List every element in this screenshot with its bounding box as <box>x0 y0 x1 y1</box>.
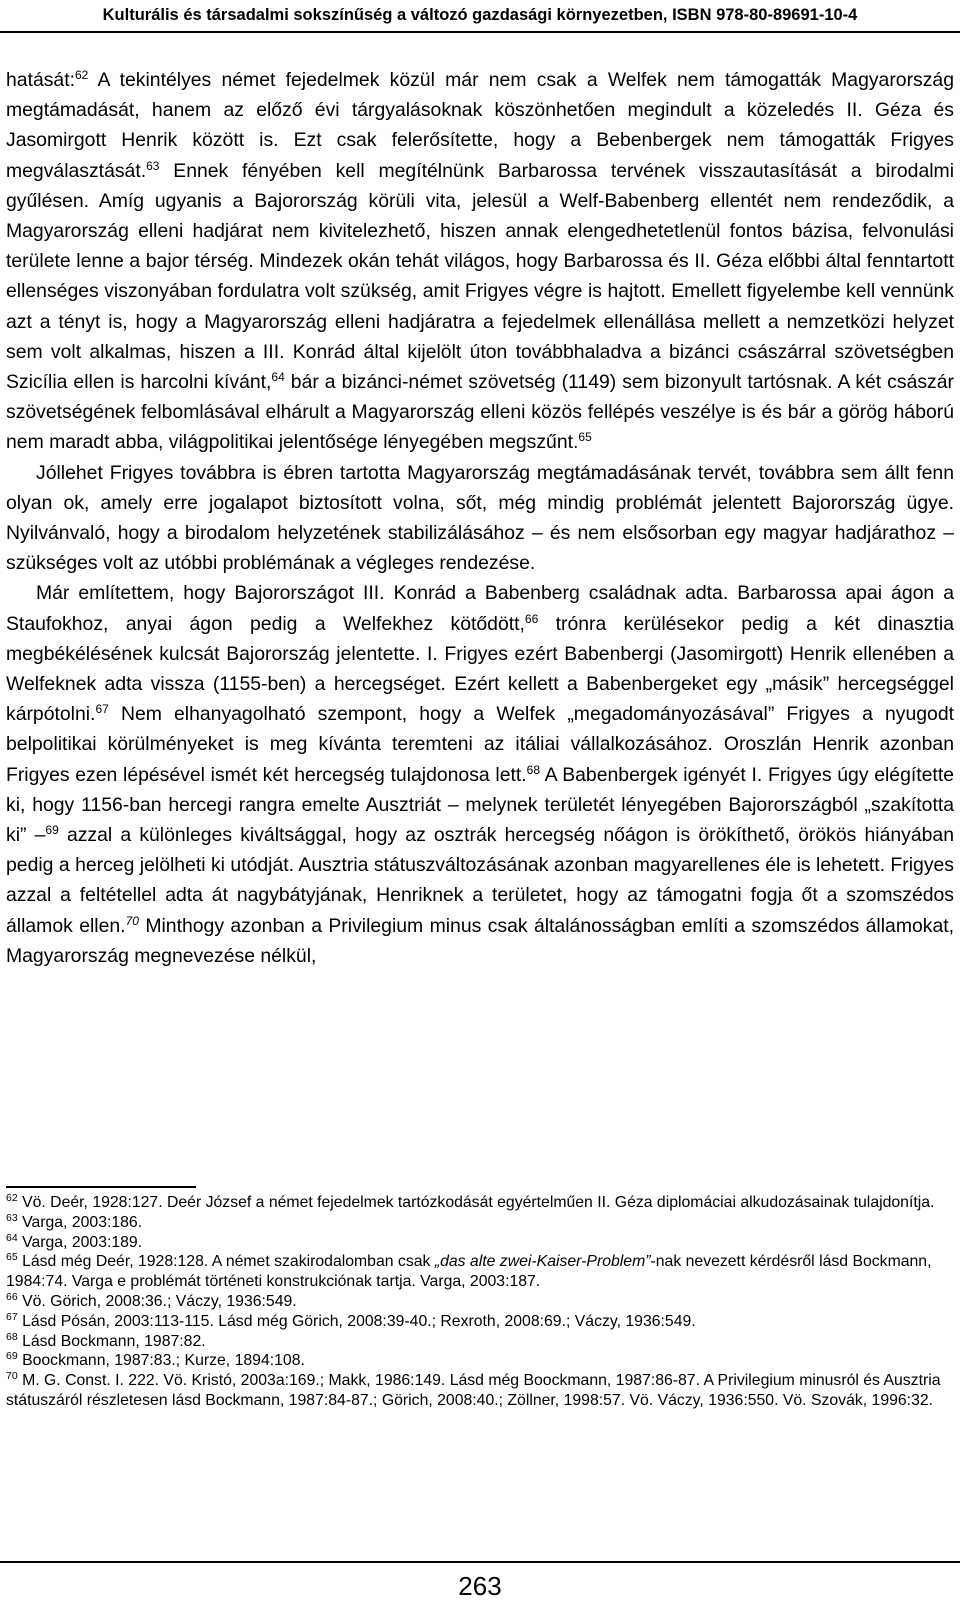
footnote-66: $^{66}$ Vö. Görich, 2008:36.; Váczy, 1936:549. <box>6 1290 297 1310</box>
paragraph-3: Már említettem, hogy Bajorországot III. Konrád a Babenberg családnak adta. Barbarossa apai ágon a Staufokhoz, anyai ágon pedig a Welfekhez kötődött,$^{66}$ trónra kerülésekor pedig a két dinasztia megbékélésének kulcsát Bajorország jelentette. I. Frigyes ezért Babenbergi (Jasomirgott) Henrik ellenében a Welfeknek adta vissza (1155-ben) a hercegséget. Ezért kellett a Babenbergeket egy „másik” hercegséggel kárpótolni.$^{67}$ Nem elhanyagolható szempont, hogy a Welfek „megadományozásával” Frigyes a nyugodt belpolitikai körülményeket is meg kívánta teremteni az itáliai vállalkozásához. Oroszlán Henrik azonban Frigyes ezen lépésével ismét két hercegség tulajdonosa lett.$^{68}$ A Babenbergek igényét I. Frigyes úgy elégítette ki, hogy 1156-ban hercegi rangra emelte Ausztriát – melynek területét lényegében Bajorországból „szakította ki” –$^{69}$ azzal a különleges kiváltsággal, hogy az osztrák hercegség nőágon is örökíthető, örökös hiányában pedig a herceg jelölheti ki utódját. Ausztria státuszváltozásának azonban magyarellenes éle is lehetett. Frigyes azzal a feltétellel adta át nagybátyjának, Henriknek a területet, hogy az támogatni fogja őt a szomszédos államok ellen.$^{70}$ Minthogy azonban a Privilegium minus csak általánosságban említi a szomszédos államokat, Magyarország megnevezése nélkül, <box>6 582 955 967</box>
footnote-ref-68[interactable]: 68 <box>526 762 541 777</box>
footnote-ref-63[interactable]: 63 <box>146 158 160 173</box>
header-rule <box>0 31 960 33</box>
footnote-ref-65[interactable]: 65 <box>578 430 592 445</box>
footnote-ref-66[interactable]: 66 <box>524 611 539 626</box>
footnote-ref-62[interactable]: 62 <box>75 68 89 82</box>
footnote-67: $^{67}$ Lásd Pósán, 2003:113-115. Lásd még Görich, 2008:39-40.; Rexroth, 2008:69.; Váczy, 1936:549. <box>6 1310 696 1330</box>
footnote-64: $^{64}$ Varga, 2003:189. <box>6 1231 143 1251</box>
footnote-62: $^{62}$ Vö. Deér, 1928:127. Deér József a német fejedelmek tartózkodását egyértelműen II. Géza diplomáciai alkudozásainak tulajdonítja. <box>6 1192 935 1211</box>
footnote-ref-67[interactable]: 67 <box>95 702 109 717</box>
footnote-ref-64[interactable]: 64 <box>271 370 285 385</box>
footnotes <box>6 1193 946 1411</box>
running-title: Kulturális és társadalmi sokszínűség a változó gazdasági környezetben, ISBN 978-80-89691-10-4 <box>102 6 858 24</box>
paragraph-2: Jóllehet Frigyes továbbra is ébren tartotta Magyarország megtámadásának tervét, továbbra sem állt fenn olyan ok, amely erre jogalapot biztosított volna, sőt, még mindig problémát jelentett Bajorország ügye. Nyilvánvaló, hogy a birodalom helyzetének stabilizálásához – és nem elsősorban egy magyar hadjárathoz – szükséges volt az utóbbi problémának a végleges rendezése. <box>6 461 954 575</box>
footnote-separator <box>6 1186 196 1188</box>
footnote-65: $^{65}$ Lásd még Deér, 1928:128. A német szakirodalomban csak „das alte zwei-Kaiser-Problem”-nak nevezett kérdésről lásd Bockmann, 1984:74. Varga e problémát történeti konstrukciónak tartja. Varga, 2003:187. <box>6 1251 932 1291</box>
footnote-68: $^{68}$ Lásd Bockmann, 1987:82. <box>6 1330 206 1350</box>
page-number: 263 <box>458 1571 502 1601</box>
footnote-ref-70[interactable]: 70 <box>125 913 139 928</box>
footer-rule <box>0 1561 960 1563</box>
footnote-70: $^{70}$ M. G. Const. I. 222. Vö. Kristó, 2003a:169.; Makk, 1986:149. Lásd még Boockmann, 1987:86-87. A Privilegium minusról és Ausztria státuszáról részletesen lásd Bockmann, 1987:84-87.; Görich, 2008:40.; Zöllner, 1998:57. Vö. Váczy, 1936:550. Vö. Szovák, 1996:32. <box>6 1370 941 1409</box>
main-text <box>6 65 954 971</box>
footnote-65-italic: „das alte zwei-Kaiser-Problem” <box>434 1253 651 1271</box>
paragraph-1: hatását:$^{62}$ A tekintélyes német fejedelmek közül már nem csak a Welfek nem támogatták Magyarország megtámadását, hanem az előző évi tárgyalásoknak köszönhetően megindult a közeledés II. Géza és Jasomirgott Henrik között is. Ezt csak felerősítette, hogy a Bebenbergek nem támogatták Frigyes megválasztását.$^{63}$ Ennek fényében kell megítélnünk Barbarossa tervének visszautasítását a birodalmi gyűlésen. Amíg ugyanis a Bajorország körüli vita, jelesül a Welf-Babenberg ellentét nem rendeződik, a Magyarország elleni hadjárat nem kivitelezhető, hiszen annak elengedhetetlenül fontos bázisa, felvonulási területe lenne a bajor térség. Mindezek okán tehát világos, hogy Barbarossa és II. Géza előbbi által fenntartott ellenséges viszonyában fordulatra volt szükség, amit Frigyes végre is hajtott. Emellett figyelembe kell vennünk azt a tényt is, hogy a Magyarország elleni hadjáratra a fejedelmek ellenállása mellett a nemzetközi helyzet sem volt alkalmas, hiszen a III. Konrád által kijelölt úton továbbhaladva a bizánci császárral szövetségben Szicília ellen is harcolni kívánt,$^{64}$ bár a bizánci-német szövetség (1149) sem bizonyult tartósnak. A két császár szövetségének felbomlásával elhárult a Magyarország elleni közös fellépés veszélye is és bár a görög háború nem maradt abba, világpolitikai jelentősége lényegében megszűnt.$^{65}$ <box>6 68 954 454</box>
footnote-63: $^{63}$ Varga, 2003:186. <box>6 1211 143 1231</box>
footnote-ref-69[interactable]: 69 <box>45 823 59 838</box>
footnote-69: $^{69}$ Boockmann, 1987:83.; Kurze, 1894:108. <box>6 1350 305 1370</box>
